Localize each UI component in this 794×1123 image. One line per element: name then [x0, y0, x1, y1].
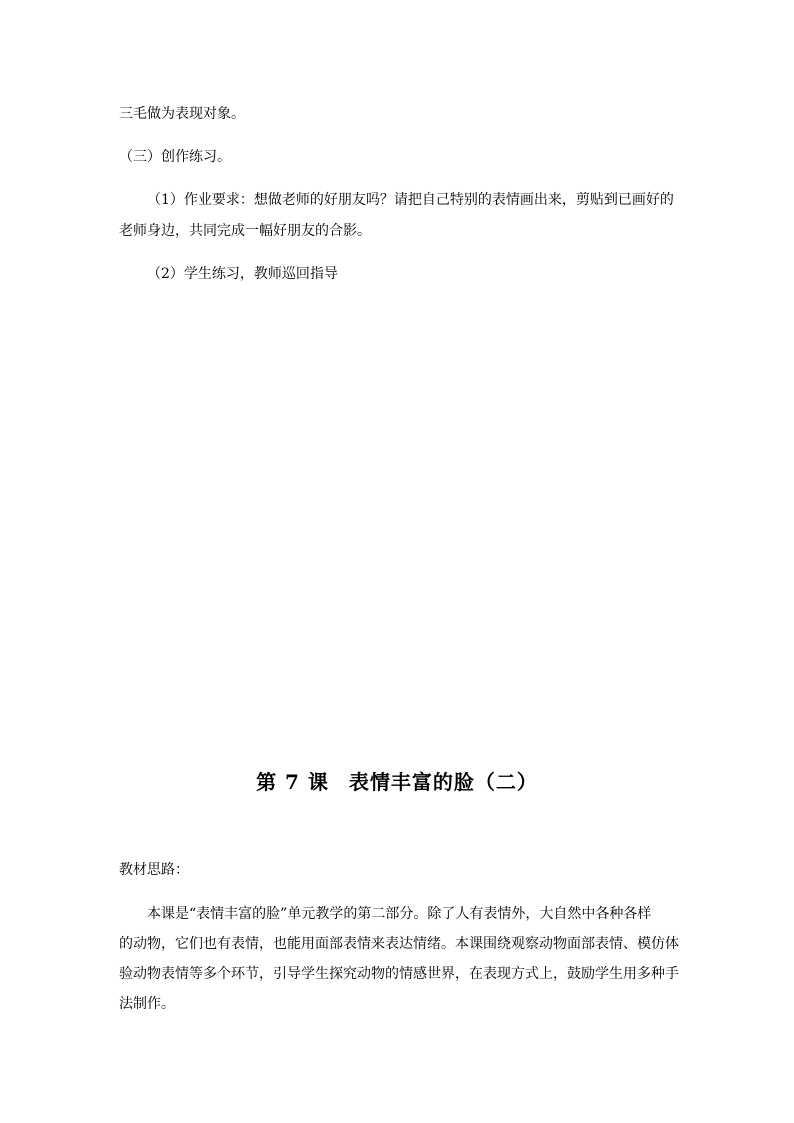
section-heading: （三）创作练习。	[119, 149, 231, 165]
text-line: 验动物表情等多个环节，引导学生探究动物的情感世界，在表现方式上，鼓励学生用多种手	[119, 966, 679, 982]
text-line: 三毛做为表现对象。	[119, 106, 245, 122]
lesson-number: 第 7 课	[256, 770, 329, 794]
text-line: 老师身边，共同完成一幅好朋友的合影。	[119, 223, 371, 239]
section-heading: 教材思路：	[119, 862, 189, 878]
text-line: （2）学生练习，教师巡回指导	[147, 266, 338, 282]
lesson-title	[0, 768, 794, 796]
text-line: 本课是“表情丰富的脸”单元教学的第二部分。除了人有表情外，大自然中各种各样	[147, 906, 652, 922]
text-line: 的动物，它们也有表情，也能用面部表情来表达情绪。本课围绕观察动物面部表情、模仿体	[119, 936, 679, 952]
text-line: 法制作。	[119, 996, 175, 1012]
text-line: （1）作业要求：想做老师的好朋友吗？请把自己特别的表情画出来，剪贴到已画好的	[147, 192, 674, 208]
lesson-name: 表情丰富的脸（二）	[348, 770, 538, 794]
